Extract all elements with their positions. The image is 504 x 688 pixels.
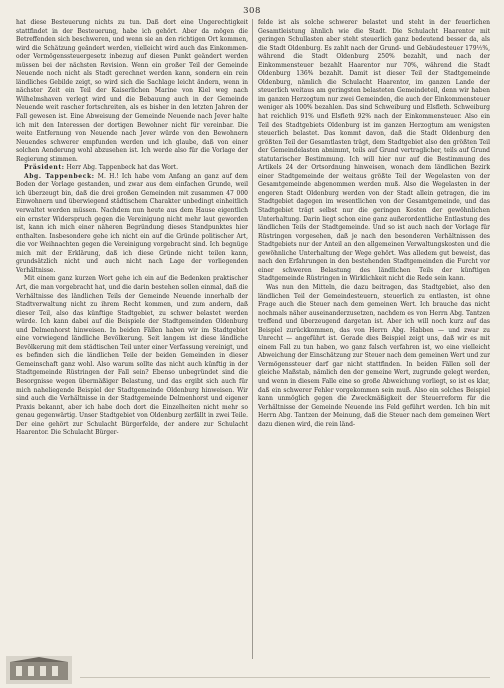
page-number: 308 (243, 6, 261, 16)
column-divider (252, 19, 253, 659)
left-column (16, 19, 248, 438)
library-stamp-icon (6, 656, 72, 684)
right-paragraph-2: Was nun den Mitteln, die dazu beitragen, das Stadtgebiet, also den ländlichen Teil der Gemeindesteuern, steuerlich zu entlasten, ist ohne Frage auch die Steuer nach dem gemeinen Wert. Ich brauche das nicht nochmals näher auseinanderzusetzen, nachdem es von Herrn Abg. Tantzen treffend und überzeugend dargetan ist. Aber ich will noch kurz auf das Beispiel zurückkommen, das von Herrn Abg. Habben — und zwar zu Unrecht — angeführt ist. Gerade dies Beispiel zeigt uns, daß wir es mit einem Fall zu tun haben, wo ganz falsch verfahren ist, wo eine vielleicht Abweichung der Einschätzung zur Steuer nach dem gemeinen Wert und zur Vermögenssteuer darf gar nicht stattfinden. In beiden Fällen soll der gleiche Maßstab, nämlich den der gemeine Wert, zugrunde gelegt werden, und wenn in diesem Falle eine so große Abweichung vorliegt, so ist es klar, daß ein schwerer Fehler vorgekommen sein muß. Also ein solches Beispiel kann unmöglich gegen die Zweckmäßigkeit der Steuerreform für die Verhältnisse der Gemeinde Neuende ins Feld geführt werden. Ich bin mit Herrn Abg. Tantzen der Meinung, daß die Steuer nach dem gemeinen Wert dazu dienen wird, die rein länd- (258, 283, 490, 428)
left-paragraph-2 (16, 164, 248, 173)
speaker-label-tappenbeck: Abg. Tappenbeck: (24, 172, 95, 180)
right-paragraph-1: felde ist als solche schwerer belastet und steht in der feuerlichen Gesamtleistung ähnlich wie die Stadt. Die Schulacht Haarentor mit geringen Schullasten aber steht steuerlich ganz bedeutend besser da, als die Stadt Oldenburg. Es zahlt nach der Grund- und Gebäudesteuer 179½%, während die Stadt Oldenburg 250% bezahlt, und nach der Einkommensteuer bezahlt Haarentor nur 70%, während die Stadt Oldenburg 136% bezahlt. Damit ist dieser Teil der Stadtgemeinde Oldenburg, nämlich die Schulacht Haarentor, im ganzen Lande der steuerlich weitaus am geringsten belasteten Gemeindeteil, denn wir haben im ganzen Herzogtum nur zwei Gemeinden, die auch der Einkommensteuer weniger als 100% bezahlen. Das sind Schweiburg und Elsfleth. Schweiburg hat reichlich 91% und Elsfleth 92% nach der Einkommensteuer. Also ein Teil des Stadtgebiets Oldenburg ist im ganzen Herzogtum am wenigsten steuerlich belastet. Das kommt davon, daß die Stadt Oldenburg den größten Teil der Gesamtlasten trägt, dem Stadtgebiet also den größten Teil der Gemeindelasten abnimmt, teils auf Grund vertraglicher, teils auf Grund statutarischer Bestimmung. Ich will hier nur auf die Bestimmung des Artikels 24 der Ortsordnung hinweisen, wonach dem ländlichen Bezirk einer Stadtgemeinde der weitaus größte Teil der Wegelasten von der Gesamtgemeinde abgenommen werden muß. Also die Wegelasten in der engeren Stadt Oldenburg werden von der Stadt allein getragen, die im Stadtgebiet dagegen im wesentlichen von der Gesamtgemeinde, und das Stadtgebiet trägt selbst nur die geringen Kosten der gewöhnlichen Unterhaltung. Darin liegt schon eine ganz außerordentliche Entlastung des ländlichen Teils der Stadtgemeinde. Und so ist auch nach der Vorlage für Rüstringen vorgesehen, daß je nach den besonderen Verhältnissen des Stadtgebiets nur der Anteil an den allgemeinen Verwaltungskosten und die gewöhnliche Unterhaltung der Wege gehört. Was alledem gut beweist, das nach den Erfahrungen in den bestehenden Stadtgemeinden die Furcht vor einer schweren Belastung des ländlichen Teils der künftigen Stadtgemeinde Rüstringen in Wirklichkeit nicht die Rede sein kann. (258, 19, 490, 283)
left-paragraph-1: hat diese Besteuerung nichts zu tun. Daß dort eine Ungerechtigkeit stattfindet in der Besteuerung, habe ich gehört. Aber da mögen die Betreffenden sich beschweren, und wenn sie an den richtigen Ort kommen, wird die Schätzung geändert werden, vielleicht wird auch das Einkommen- oder Vermögenssteuergesetz inbezug auf diesen Punkt geändert werden müssen bei der nächsten Revision. Wenn ein großer Teil der Gemeinde Neuende noch nicht als Stadt gerechnet werden kann, sondern ein rein ländliches Gebilde zeigt, so wird sich die Sachlage leicht ändern, wenn in nächster Zeit ein Teil der Kaiserlichen Marine von Kiel weg nach Wilhelmshaven verlegt wird und die Bebauung auch in der Gemeinde Neuende weit rascher fortschreiten, als es bisher in den letzten Jahren der Fall gewesen ist. Eine Abweisung der Gemeinde Neuende nach Jever halte ich mit den Interessen der dortigen Bewohner nicht für vereinbar. Die weite Entfernung von Neuende nach Jever würde von den Bewohnern Neuendes schwerer empfunden werden und ich glaube, daß von einer solchen Aenderung wohl abzusehen ist. Ich werde also für die Vorlage der Regierung stimmen. (16, 19, 248, 163)
left-paragraph-3 (16, 173, 248, 276)
speaker-label-praesident: Präsident: (24, 164, 65, 172)
right-column (258, 19, 490, 429)
left-paragraph-2-text: Herr Abg. Tappenbeck hat das Wort. (66, 164, 178, 172)
left-paragraph-4: Mit einem ganz kurzen Wort gehe ich ein auf die Bedenken praktischer Art, die man vorgebracht hat, und die darin bestehen sollen einmal, daß die Verhältnisse des ländlichen Teils der Gemeinde Neuende innerhalb der Stadtverwaltung nicht zu ihrem Recht kommen, und zum andern, daß dieser Teil, also das künftige Stadtgebiet, zu schwer belastet werden würde. Ich kann dabei auf die Beispiele der Stadtgemeinden Oldenburg und Delmenhorst hinweisen. In beiden Fällen haben wir im Stadtgebiet eine vorwiegend ländliche Bevölkerung. Seit langem ist diese ländliche Bevölkerung mit dem städtischen Teil unter einer Verfassung vereinigt, und es befinden sich die ländlichen Teile der beiden Gemeinden in dieser Gemeinschaft ganz wohl. Also warum sollte das nicht auch künftig in der Stadtgemeinde Rüstringen der Fall sein? Ebenso unbegründet sind die Besorgnisse wegen übermäßiger Belastung, und das ergibt sich auch für mich naheliegende Beispiel der Stadtgemeinde Oldenburg hinweisen. Wir sind auch die Verhältnisse in der Stadtgemeinde Delmenhorst und eigener Praxis bekannt, aber ich habe doch dort die Einzelheiten nicht mehr so genau gegenwärtig. Unser Stadtgebiet von Oldenburg zerfällt in zwei Teile. Der eine gehört zur Schulacht Bürgerfelde, der andere zur Schulacht Haarentor. Die Schulacht Bürger- (16, 275, 248, 437)
left-paragraph-3-text: M. H.! Ich habe vom Anfang an ganz auf dem Boden der Vorlage gestanden, und zwar aus dem einfachen Grunde, weil ich überzeugt bin, daß die drei großen Gemeinden mit zusammen 47 000 Einwohnern und überwiegend städtischem Charakter unbedingt einheitlich verwaltet werden müssen. Nachdem nun heute aus dem Hause eigentlich ein ernster Widerspruch gegen die Vereinigung nicht mehr laut geworden ist, kann ich mich einer näheren Begründung dieses Standpunktes hier enthalten. Insbesondere gehe ich nicht ein auf die Gründe politischer Art, die vor Weihnachten gegen die Vereinigung vorgebracht sind. Ich begnüge mich mit der Erklärung, daß ich diese Gründe nicht teilen kann, grundsätzlich nicht und auch nicht nach Lage der vorliegenden Verhältnisse. (16, 172, 248, 274)
bottom-rule (80, 677, 490, 678)
